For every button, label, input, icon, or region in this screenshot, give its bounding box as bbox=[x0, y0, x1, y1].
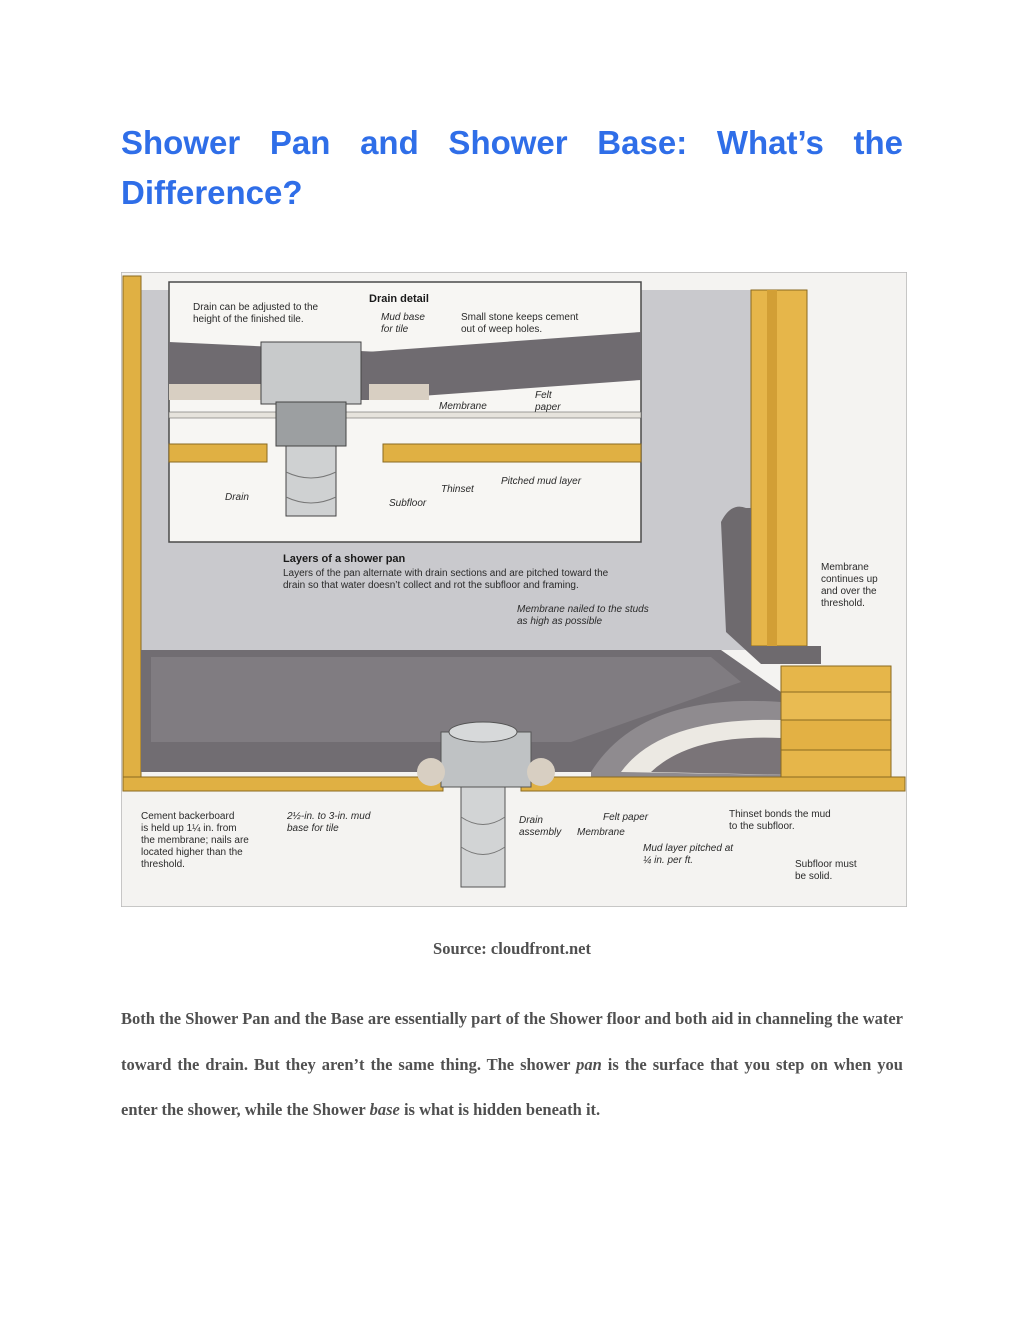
label-subfloor-solid-1: Subfloor must bbox=[795, 859, 857, 870]
inset-label-small-stone-1: Small stone keeps cement bbox=[461, 312, 579, 323]
inset-label-thinset: Thinset bbox=[441, 484, 474, 495]
membrane-continues-4: threshold. bbox=[821, 598, 865, 609]
label-subfloor-solid-2: be solid. bbox=[795, 871, 833, 882]
label-drain-assembly-1: Drain bbox=[519, 815, 543, 826]
layers-text-1: Layers of the pan alternate with drain sections and are pitched toward the bbox=[283, 568, 609, 579]
membrane-nailed-1: Membrane nailed to the studs bbox=[517, 604, 649, 615]
membrane-nailed-2: as high as possible bbox=[517, 616, 603, 627]
inset-label-membrane: Membrane bbox=[439, 401, 487, 412]
paragraph-emphasis-base: base bbox=[369, 1100, 400, 1119]
label-felt-paper: Felt paper bbox=[603, 812, 649, 823]
label-cement-backerboard-3: the membrane; nails are bbox=[141, 835, 249, 846]
diagram-illustration bbox=[121, 272, 907, 907]
label-mud-depth-1: 2½-in. to 3-in. mud bbox=[287, 811, 371, 822]
label-cement-backerboard-2: is held up 1¼ in. from bbox=[141, 823, 237, 834]
article-title: Shower Pan and Shower Base: What’s the Difference? bbox=[121, 124, 903, 211]
layers-title: Layers of a shower pan bbox=[283, 553, 406, 565]
inset-label-small-stone-2: out of weep holes. bbox=[461, 324, 543, 335]
inset-label-felt-1: Felt bbox=[535, 390, 552, 401]
paragraph-text-3: is what is hidden beneath it. bbox=[399, 1100, 601, 1119]
label-thinset-bonds-1: Thinset bonds the mud bbox=[729, 809, 831, 820]
membrane-continues-2: continues up bbox=[821, 574, 878, 585]
label-mud-depth-2: base for tile bbox=[287, 823, 339, 834]
label-cement-backerboard-1: Cement backerboard bbox=[141, 811, 235, 822]
inset-label-drain-adjust-2: height of the finished tile. bbox=[193, 314, 304, 325]
label-mud-pitched-2: ¼ in. per ft. bbox=[643, 855, 694, 866]
membrane-continues-3: and over the bbox=[821, 586, 877, 597]
figure-caption: Source: cloudfront.net bbox=[433, 939, 591, 958]
inset-label-felt-2: paper bbox=[535, 402, 561, 413]
label-cement-backerboard-5: threshold. bbox=[141, 859, 185, 870]
inset-label-drain-adjust-1: Drain can be adjusted to the bbox=[193, 302, 319, 313]
label-drain-assembly-2: assembly bbox=[519, 827, 562, 838]
inset-label-mud-base-2: for tile bbox=[381, 324, 409, 335]
label-mud-pitched-1: Mud layer pitched at bbox=[643, 843, 734, 854]
paragraph-text-2: is the surface that you step on when you enter the shower, while the Shower bbox=[121, 1054, 903, 1119]
label-thinset-bonds-2: to the subfloor. bbox=[729, 821, 795, 832]
paragraph-emphasis-pan: pan bbox=[576, 1054, 602, 1074]
membrane-continues-1: Membrane bbox=[821, 562, 869, 573]
inset-label-mud-base-1: Mud base bbox=[381, 312, 425, 323]
shower-pan-diagram bbox=[121, 272, 907, 907]
layers-text-2: drain so that water doesn’t collect and rot the subfloor and framing. bbox=[283, 580, 579, 591]
inset-label-drain: Drain bbox=[225, 492, 249, 503]
paragraph-text-1: Both the Shower Pan and the Base are essentially part of the Shower floor and both aid in channeling the water toward the drain. But they aren’t the same thing. The shower bbox=[121, 1009, 903, 1074]
article-paragraph bbox=[121, 996, 903, 1133]
inset-label-subfloor: Subfloor bbox=[389, 498, 427, 509]
label-membrane: Membrane bbox=[577, 827, 625, 838]
label-cement-backerboard-4: located higher than the bbox=[141, 847, 243, 858]
inset-label-pitched-mud: Pitched mud layer bbox=[501, 476, 582, 487]
inset-title: Drain detail bbox=[369, 293, 429, 305]
